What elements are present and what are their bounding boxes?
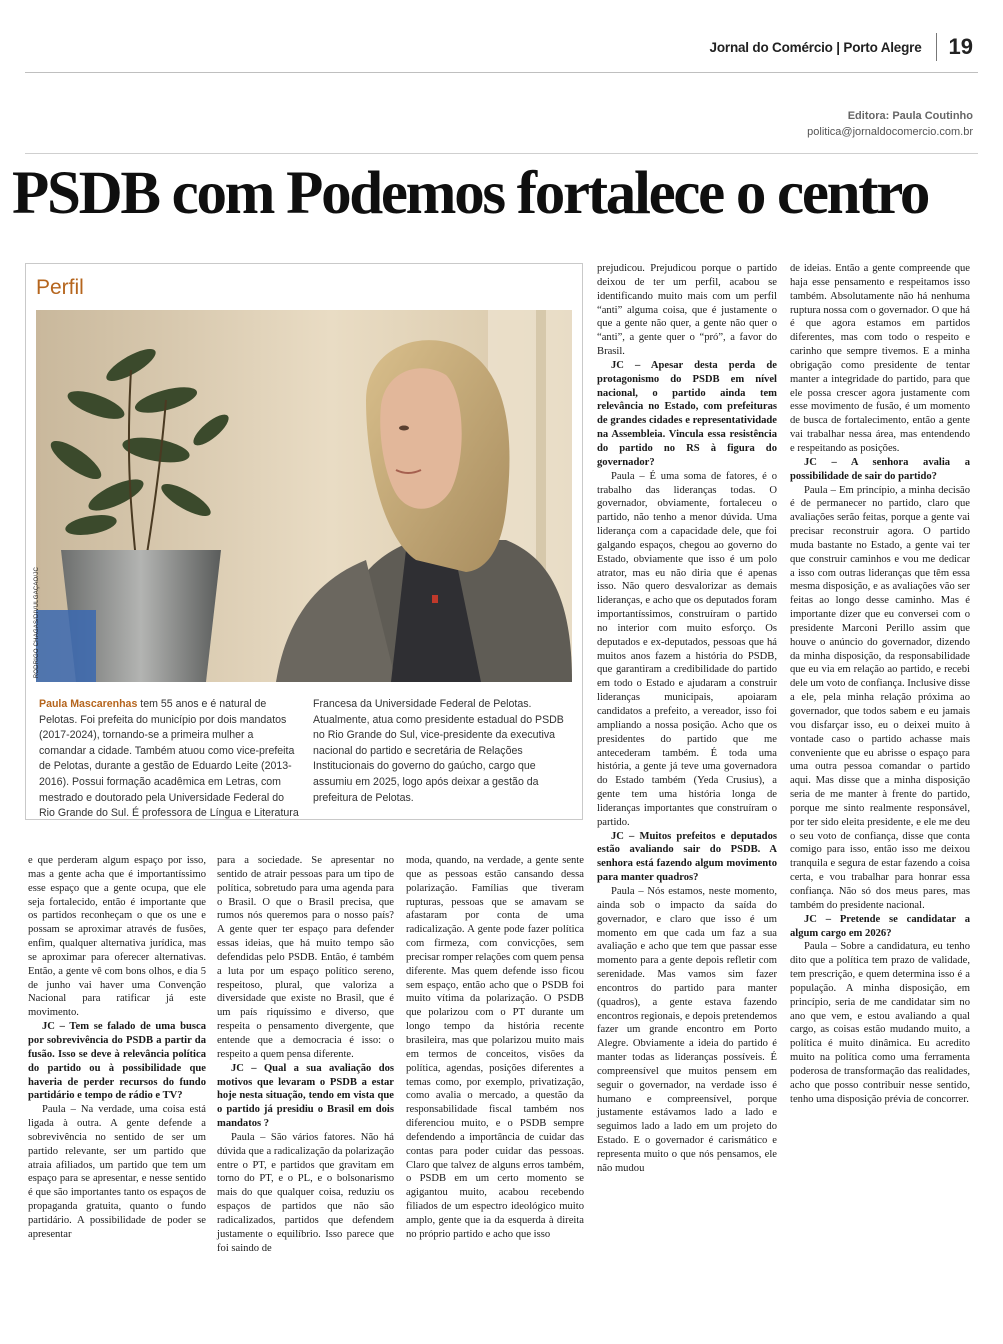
portrait-illustration <box>36 310 572 682</box>
interview-answer <box>217 1131 394 1256</box>
profile-photo <box>36 310 572 682</box>
article-paragraph: para a sociedade. Se apresentar no sentido de atrair pessoas para um tipo de política, sobretudo para uma agenda para o Brasil. O que o Brasil precisa, que rumos nós queremos para o nosso país? A gente quer ter espaço para defender essas ideias, que há muito tempo são defendidas pelo PSDB. Então, é também a luta por um espaço político sereno, respeitoso, plural, que valoriza a diversidade que existe no Brasil, que é um país riquíssimo e diverso, que respeita o pensamento divergente, que entende que a democracia é isso: o respeito a quem pensa diferente. <box>217 855 394 1060</box>
answer-text: – É uma soma de fatores, é o trabalho das lideranças todas. O governador, obviamente, fortaleceu o partido, não tenho a menor dúvida. Uma liderança com a capacidade dele, que foi galgando espaços, chegou ao governo do Estado, obviamente que isso é um polo atrator, mas eu não diria que é apenas isso. Não quero desvalorizar as demais lideranças, e acho que os deputados foram importantíssimos, construíram o partido no interior com muito esforço. Os deputados e ex-deputados, pessoas que há muitos anos fazem a história do PSDB, que garantiram a credibilidade do partido em todo o Estado e ajudaram a construir lideranças municipais, apoiaram candidatos a prefeito, a vereador, isso foi ampliando a nossa posição. Acho que os presidentes do partido que me antecederam também. É toda uma história, a gente já teve uma governadora do Estado também (Yeda Crusius), a gente tem uma história longa de lideranças importantes que construíram o partido. <box>597 470 777 828</box>
interview-question: JC – Tem se falado de uma busca por sobrevivência do PSDB a partir da fusão. Isso se deve à relevância política do partido ou à possibilidade que haveria de perder recursos do fundo partidário e tempo de rádio e TV? <box>28 1021 206 1102</box>
editor-email: politica@jornaldocomercio.com.br <box>807 126 973 138</box>
profile-bio-text: tem 55 anos e é natural de Pelotas. Foi prefeita do município por dois mandatos (2017-2024), tornando-se a primeira mulher a comandar a cidade. Também atuou como vice-prefeita de Pelotas, durante a gestão de Eduardo Leite (2013-2016). Possui formação acadêmica em Letras, com mestrado e doutorado pela Universidade Federal do Rio Grande do Sul. É professora de Língua e Literatura Francesa da Universidade Federal de Pelotas. Atualmente, atua como presidente estadual do PSDB no Rio Grande do Sul, vice-presidente da executiva nacional do partido e secretária de Relações Institucionais do governo do gaúcho, cargo que assumiu em 2025, logo após deixar a gestão da prefeitura de Pelotas. <box>39 698 564 820</box>
answer-speaker: Paula <box>804 484 828 496</box>
answer-speaker: Paula <box>611 470 635 482</box>
article-column-4 <box>597 262 777 1176</box>
profile-name: Paula Mascarenhas <box>39 698 138 710</box>
answer-speaker: Paula <box>231 1131 255 1143</box>
header-rule <box>25 72 978 73</box>
answer-speaker: Paula <box>804 941 828 953</box>
article-paragraph: e que perderam algum espaço por isso, mas a gente acha que é importantíssimo esse espaço que a gente ocupa, que ele seja fortalecido, então é importante que os partidos reconheçam o que os une e possam se aproximar através de fusões, enfim, qualquer alternativa jurídica, mas se aproximar para oferecer alternativas. Então, a gente vê com bons olhos, e dia 5 de junho vai haver uma Convenção Nacional para ratificar já este movimento. <box>28 855 206 1019</box>
editor-info <box>807 108 973 140</box>
profile-label: Perfil <box>36 276 84 299</box>
article-paragraph: de ideias. Então a gente compreende que haja esse pensamento e respeitamos isso também. Absolutamente não há nenhuma ruptura nossa com o governador. O que há é que agora estamos em partidos diferentes, mas com todo o respeito e carinho que sempre tivemos. E a minha obrigação como presidente de tentar manter a integridade do partido, para que ele possa crescer agora justamente com esse movimento de fusão, é um momento de busca de fortalecimento, então a gente vai trabalhar nessa área, mas entendendo e respeitando as posições. <box>790 263 970 454</box>
answer-text: – Nós estamos, neste momento, ainda sob o impacto da saída do governador, e claro que isso é um momento em que cada um faz a sua avaliação e acho que tem que passar esse momento para a gente depois refletir com serenidade. Mas vamos sim fazer encontros do partido para manter (quadros), a gente estava fazendo encontros regionais, e depois pretendemos fazer um grande encontro em Porto Alegre. Obviamente a ideia do partido é manter todas as lideranças possíveis. É compreensível que muitos pensem em seguir o governador, na verdade isso é humano e compreensível, porque justamente estávamos lado a lado e seguimos lado a lado em um projeto do Estado. E o governador é carismático e representa muito o que nós pensamos, ele não mudou <box>597 885 777 1174</box>
article-paragraph: prejudicou. Prejudicou porque o partido deixou de ter um perfil, acabou se identificando muito mais com um perfil “anti” alguma coisa, que é justamente o que a gente não quer, a gente não quer o “anti”, a gente quer o “pró”, a favor do Brasil. <box>597 263 777 358</box>
header-divider <box>936 33 937 61</box>
article-paragraph: moda, quando, na verdade, a gente sente que as pessoas estão cansando dessa polarização. Famílias que tiveram rupturas, pessoas que se amavam se afastaram por conta de uma radicalização. A gente pode fazer política com firmeza, com convicções, sem precisar romper relações com quem pensa diferente. Mas quem defende isso ficou sem espaço, então acho que o PSDB foi muito vítima da polarização. O PSDB que polarizou com o PT durante um longo tempo da história recente brasileira, mas que polarizou muito mais em termos de conceitos, visões da política, agendas, posições diferentes a temas como, por exemplo, privatização, como avalia o mercado, a questão da responsabilidade fiscal também nos diferenciou muito, e o PSDB sempre defendendo a importância de cuidar das contas para poder cuidar das pessoas. Claro que talvez de alguns erros também, o PSDB em um certo momento se agigantou muito, acabou recebendo filiados de um espectro ideológico muito amplo, gente que ia da esquerda à direita no próprio partido e acho que isso <box>406 855 584 1240</box>
interview-question: JC – Muitos prefeitos e deputados estão avaliando sair do PSDB. A senhora está fazendo algum movimento para manter quadros? <box>597 830 777 884</box>
interview-question: JC – Apesar desta perda de protagonismo do PSDB em nível nacional, o partido ainda tem relevância no Estado, com prefeituras de grandes cidades e representatividade na Assembleia. Vincula essa resistência do partido no RS à figura do governador? <box>597 359 777 468</box>
interview-answer <box>790 484 970 913</box>
interview-answer <box>597 885 777 1176</box>
photo-credit: RODRIGO CHAGAS/DIVULGAÇÃO/JC <box>34 566 40 678</box>
interview-question: JC – Qual a sua avaliação dos motivos que levaram o PSDB a estar hoje nesta situação, tendo em vista que o partido já presidiu o Brasil em dois mandatos ? <box>217 1062 394 1130</box>
headline: PSDB com Podemos fortalece o centro <box>12 160 929 227</box>
interview-answer <box>790 940 970 1106</box>
article-column-1 <box>28 854 206 1242</box>
answer-text: – Sobre a candidatura, eu tenho dito que a política tem prazo de validade, tem prescrição, e quem determina isso é a população. A minha disposição, em princípio, seria de me candidatar sim no ano que vem, e estou avaliando a qual cargo, as coisas estão mudando muito, a política é muito dinâmica. Eu acredito muito na política como uma ferramenta poderosa de transformação das realidades, acho que posso contribuir nesse sentido, tenho uma disposição prévia de concorrer. <box>790 941 970 1105</box>
answer-text: – Em princípio, a minha decisão é de permanecer no partido, claro que avaliações serão feitas, porque a gente vai precisar reconstruir agora. O partido muda bastante no Estado, a gente vai ter que construir caminhos e vou me dedicar a isso com outras lideranças que têm essa mesma disposição, e as avaliações vão ser feitas ao longo desse caminho. Mas é importante dizer que eu conversei com o presidente Marconi Perillo assim que houve o anúncio do governador, dizendo da minha disposição, da responsabilidade que eu via em relação ao partido, e recebi dele um voto de confiança. Inclusive disse a ele, pela minha relação próxima ao governador, que todos sabem e eu jamais vou disfarçar isso, eu o deixei muito à vontade caso o partido achasse mais conveniente que eu abrisse o espaço para uma outra pessoa comandar o partido aqui. Mas disse que a minha disposição seria de me manter à frente do partido, porque me sinto realmente responsável, por ter sido eleita presidente, e ele me deu o seu voto de confiança, disse que conta comigo para isso, então isso me deixou tranquila e segura de estar fazendo a coisa certa, e vou trabalhar para honrar essa confiança. Não só dos meus pares, mas também do presidente nacional. <box>790 484 970 911</box>
publication-name: Jornal do Comércio | Porto Alegre <box>709 39 922 55</box>
profile-bio <box>39 697 573 822</box>
article-column-2 <box>217 854 394 1255</box>
interview-answer <box>28 1103 206 1241</box>
interview-answer <box>597 470 777 830</box>
interview-question: JC – A senhora avalia a possibilidade de sair do partido? <box>790 456 970 482</box>
editor-label: Editora: Paula Coutinho <box>847 110 973 122</box>
page-header <box>710 32 973 62</box>
interview-question: JC – Pretende se candidatar a algum cargo em 2026? <box>790 913 970 939</box>
answer-speaker: Paula <box>42 1104 66 1116</box>
answer-text: – Na verdade, uma coisa está ligada à outra. A gente defende a sobrevivência no sentido de ser um partido relevante, ser um partido que atraia afiliados, um partido que tem um espaço para se apresentar, e nesse sentido é que são importantes tanto os espaços de propaganda gratuita, quanto o fundo partidário. A possibilidade de poder se apresentar <box>28 1104 206 1240</box>
title-rule <box>25 153 978 154</box>
answer-speaker: Paula <box>611 885 635 897</box>
article-column-3 <box>406 854 584 1242</box>
profile-box <box>25 263 583 820</box>
article-column-5 <box>790 262 970 1106</box>
page-number: 19 <box>948 34 973 59</box>
answer-text: – São vários fatores. Não há dúvida que a radicalização da polarização entre o PT, e partidos que gravitam em torno do PT, e o PL, e o bolsonarismo mais do que qualquer coisa, reduziu os espaços de partidos que não são radicalizados, partidos que defendem justamente o equilíbrio. Isso parece que foi saindo de <box>217 1131 394 1254</box>
